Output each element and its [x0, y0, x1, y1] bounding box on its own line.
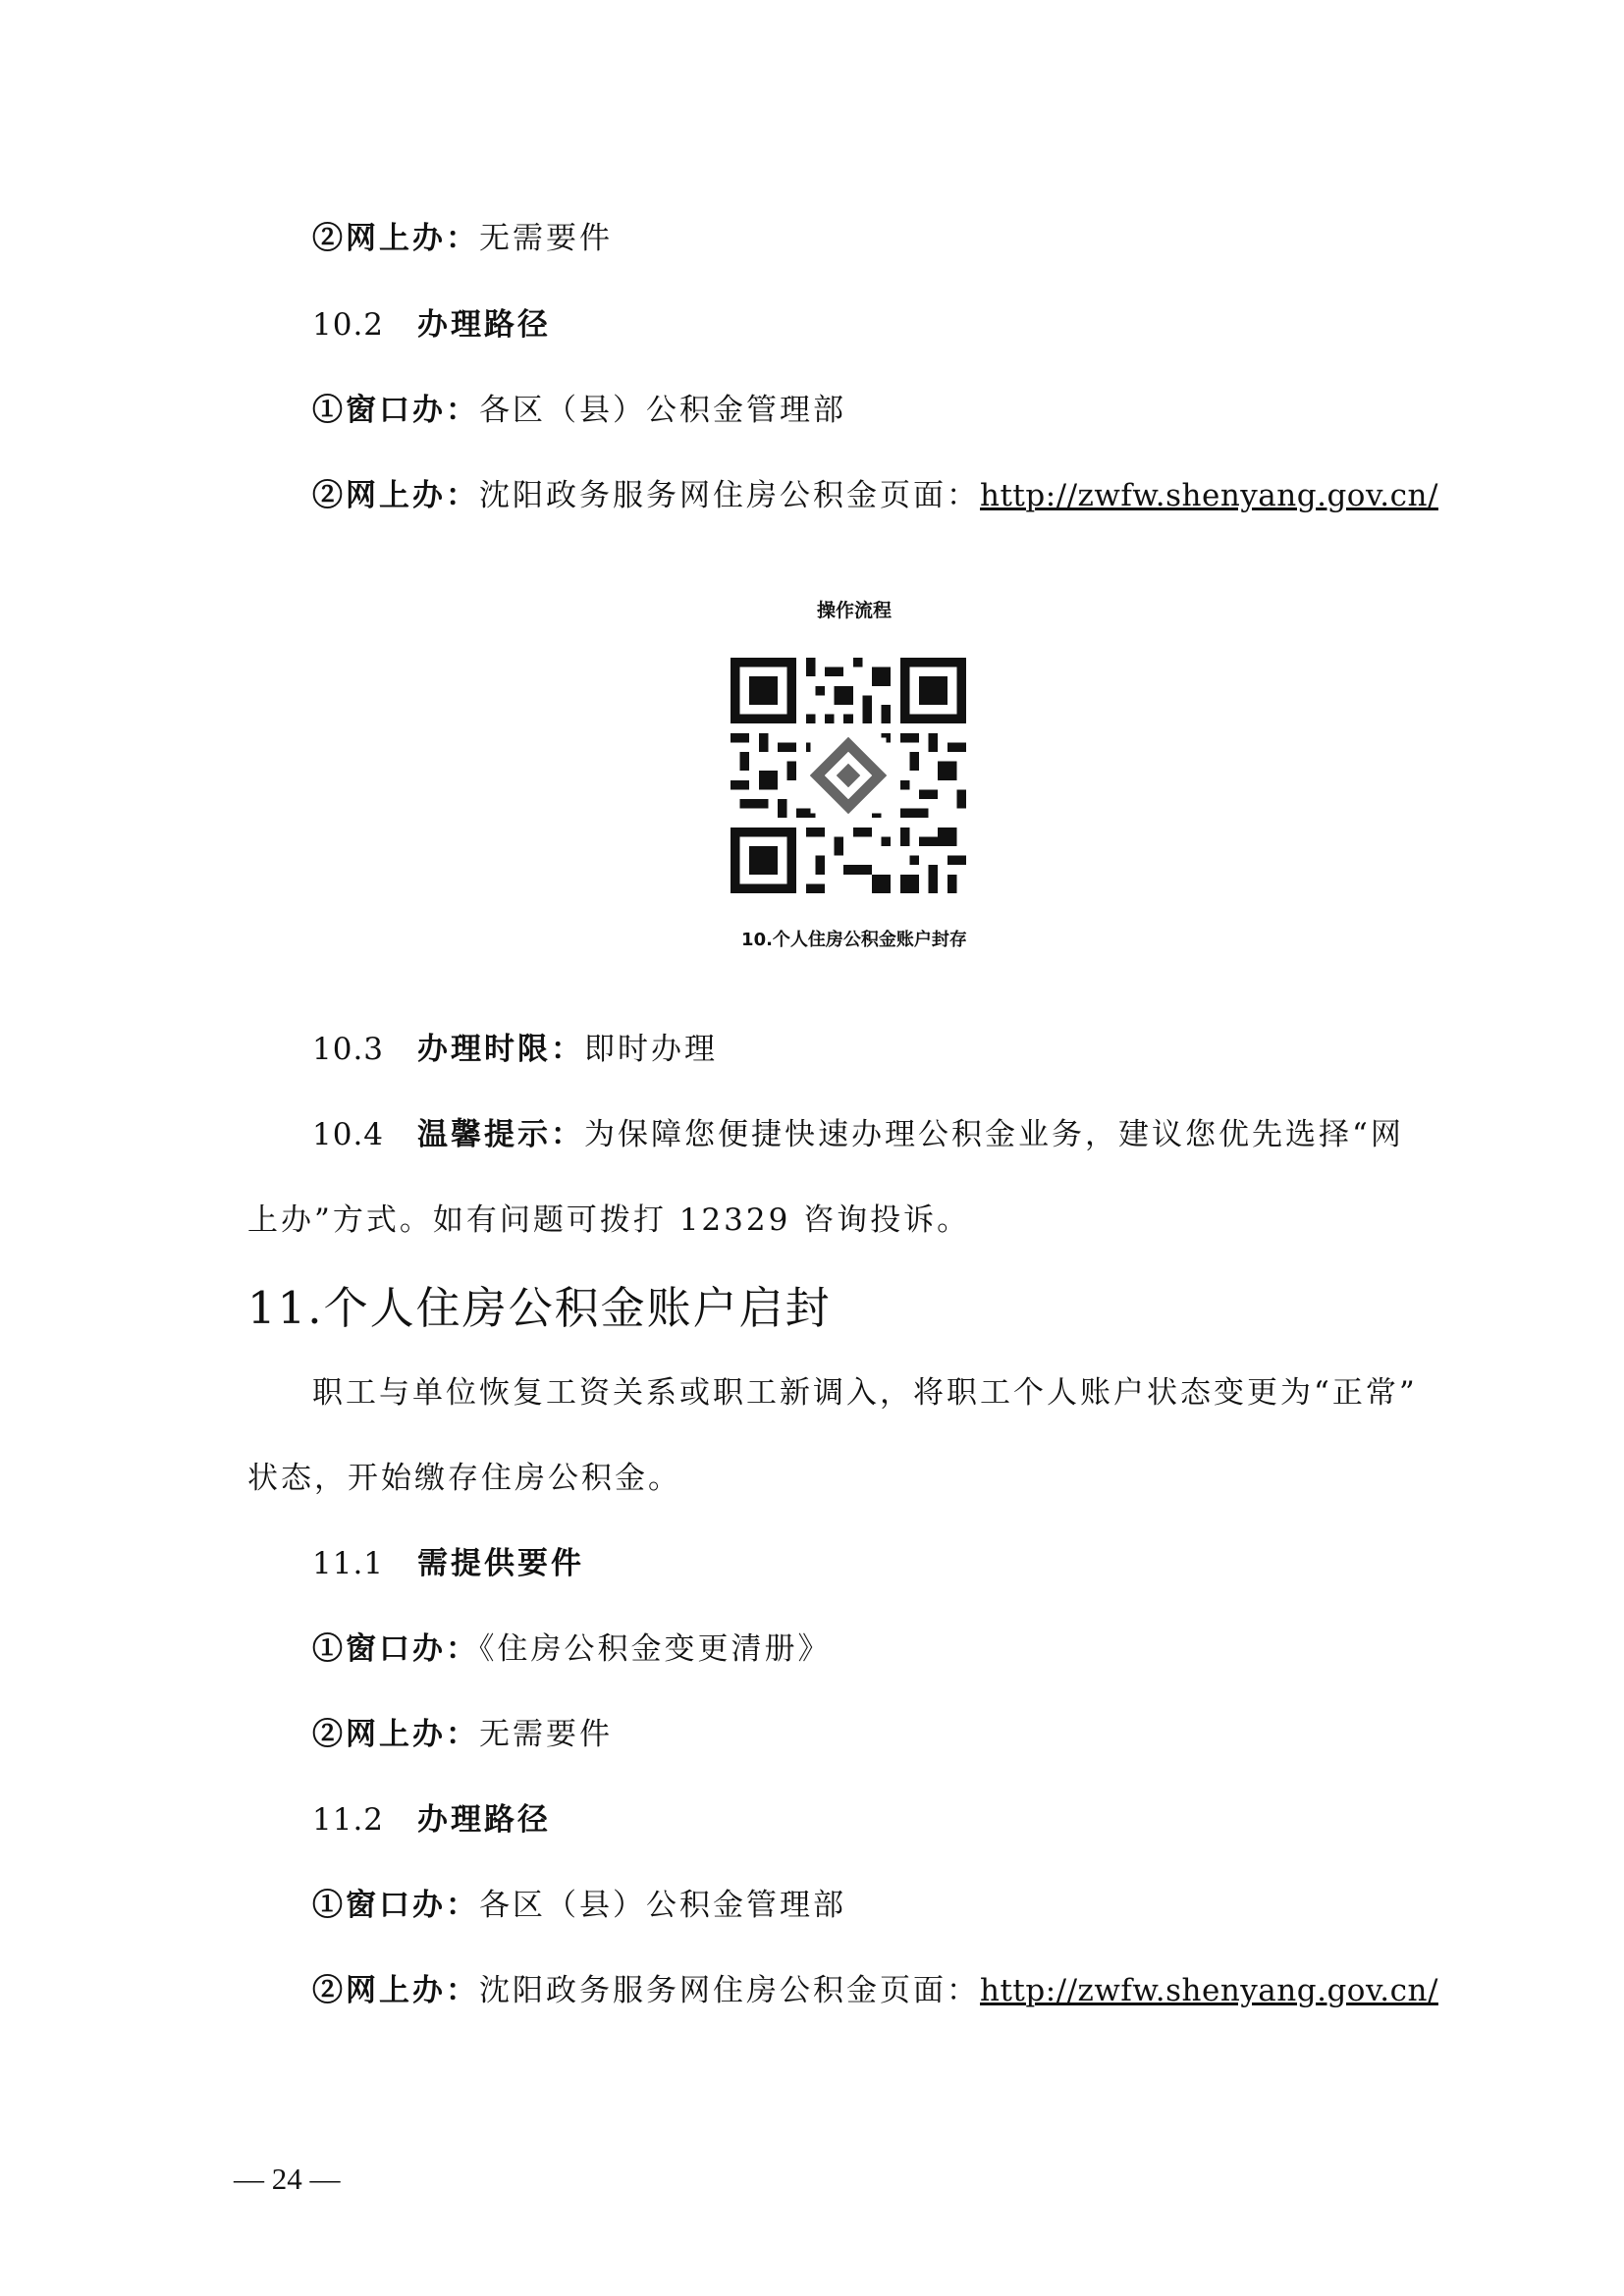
section-title: 办理路径 — [417, 1802, 552, 1838]
value: 各区（县）公积金管理部 — [479, 1888, 846, 1923]
gov-portal-link[interactable]: http://zwfw.shenyang.gov.cn/ — [980, 478, 1438, 513]
label: ②网上办： — [312, 1717, 479, 1752]
label: ②网上办： — [312, 1973, 479, 2008]
section-title: 办理路径 — [417, 307, 552, 343]
value: 沈阳政务服务网住房公积金页面： — [479, 478, 980, 513]
section-title: 需提供要件 — [417, 1546, 585, 1581]
description-line-2 — [247, 1457, 681, 1500]
section-heading-11: 11.个人住房公积金账户启封 — [247, 1282, 832, 1334]
online-path-10 — [312, 474, 1438, 517]
subheading-10-2 — [312, 303, 551, 347]
value: 《住房公积金变更清册》 — [479, 1631, 832, 1667]
qr-title: 操作流程 — [816, 600, 892, 621]
label: 温馨提示： — [417, 1117, 585, 1152]
value: 无需要件 — [479, 1717, 613, 1752]
window-path-10 — [312, 389, 846, 432]
subheading-11-1 — [312, 1542, 584, 1585]
window-path-11 — [312, 1884, 846, 1927]
section-number: 10.4 — [312, 1117, 385, 1152]
label: ②网上办： — [312, 478, 479, 513]
value: 各区（县）公积金管理部 — [479, 393, 846, 428]
subheading-10-3 — [312, 1028, 718, 1071]
section-number: 10.2 — [312, 307, 385, 343]
gov-portal-link[interactable]: http://zwfw.shenyang.gov.cn/ — [980, 1973, 1438, 2008]
qr-code-image — [731, 658, 966, 893]
label: 办理时限： — [417, 1032, 585, 1067]
section-number: 11.2 — [312, 1802, 385, 1838]
description-text: 职工与单位恢复工资关系或职工新调入，将职工个人账户状态变更为“正常” — [312, 1375, 1418, 1411]
subheading-11-2 — [312, 1798, 551, 1842]
description-text: 状态，开始缴存住房公积金。 — [247, 1461, 681, 1496]
section-number: 10.3 — [312, 1032, 385, 1067]
label: ①窗口办： — [312, 393, 479, 428]
window-requirement-11 — [312, 1628, 832, 1671]
description-line-1 — [312, 1371, 1418, 1415]
page-number: — 24 — — [234, 2162, 341, 2196]
tip-text-line-1: 为保障您便捷快速办理公积金业务，建议您优先选择“网 — [584, 1117, 1404, 1152]
qr-caption: 10.个人住房公积金账户封存 — [741, 930, 967, 950]
label: ②网上办： — [312, 221, 479, 256]
label: ①窗口办： — [312, 1888, 479, 1923]
value: 即时办理 — [584, 1032, 719, 1067]
value: 沈阳政务服务网住房公积金页面： — [479, 1973, 980, 2008]
label: ①窗口办： — [312, 1631, 479, 1667]
online-path-11 — [312, 1969, 1438, 2012]
tip-text-line-2 — [247, 1199, 970, 1242]
qr-code-block — [668, 574, 1041, 952]
online-requirement-11 — [312, 1713, 613, 1756]
subheading-10-4 — [312, 1113, 1404, 1156]
online-requirement-10 — [312, 217, 613, 260]
value: 无需要件 — [479, 221, 613, 256]
section-number: 11.1 — [312, 1546, 385, 1581]
tip-text: 上办”方式。如有问题可拨打 12329 咨询投诉。 — [247, 1202, 971, 1238]
